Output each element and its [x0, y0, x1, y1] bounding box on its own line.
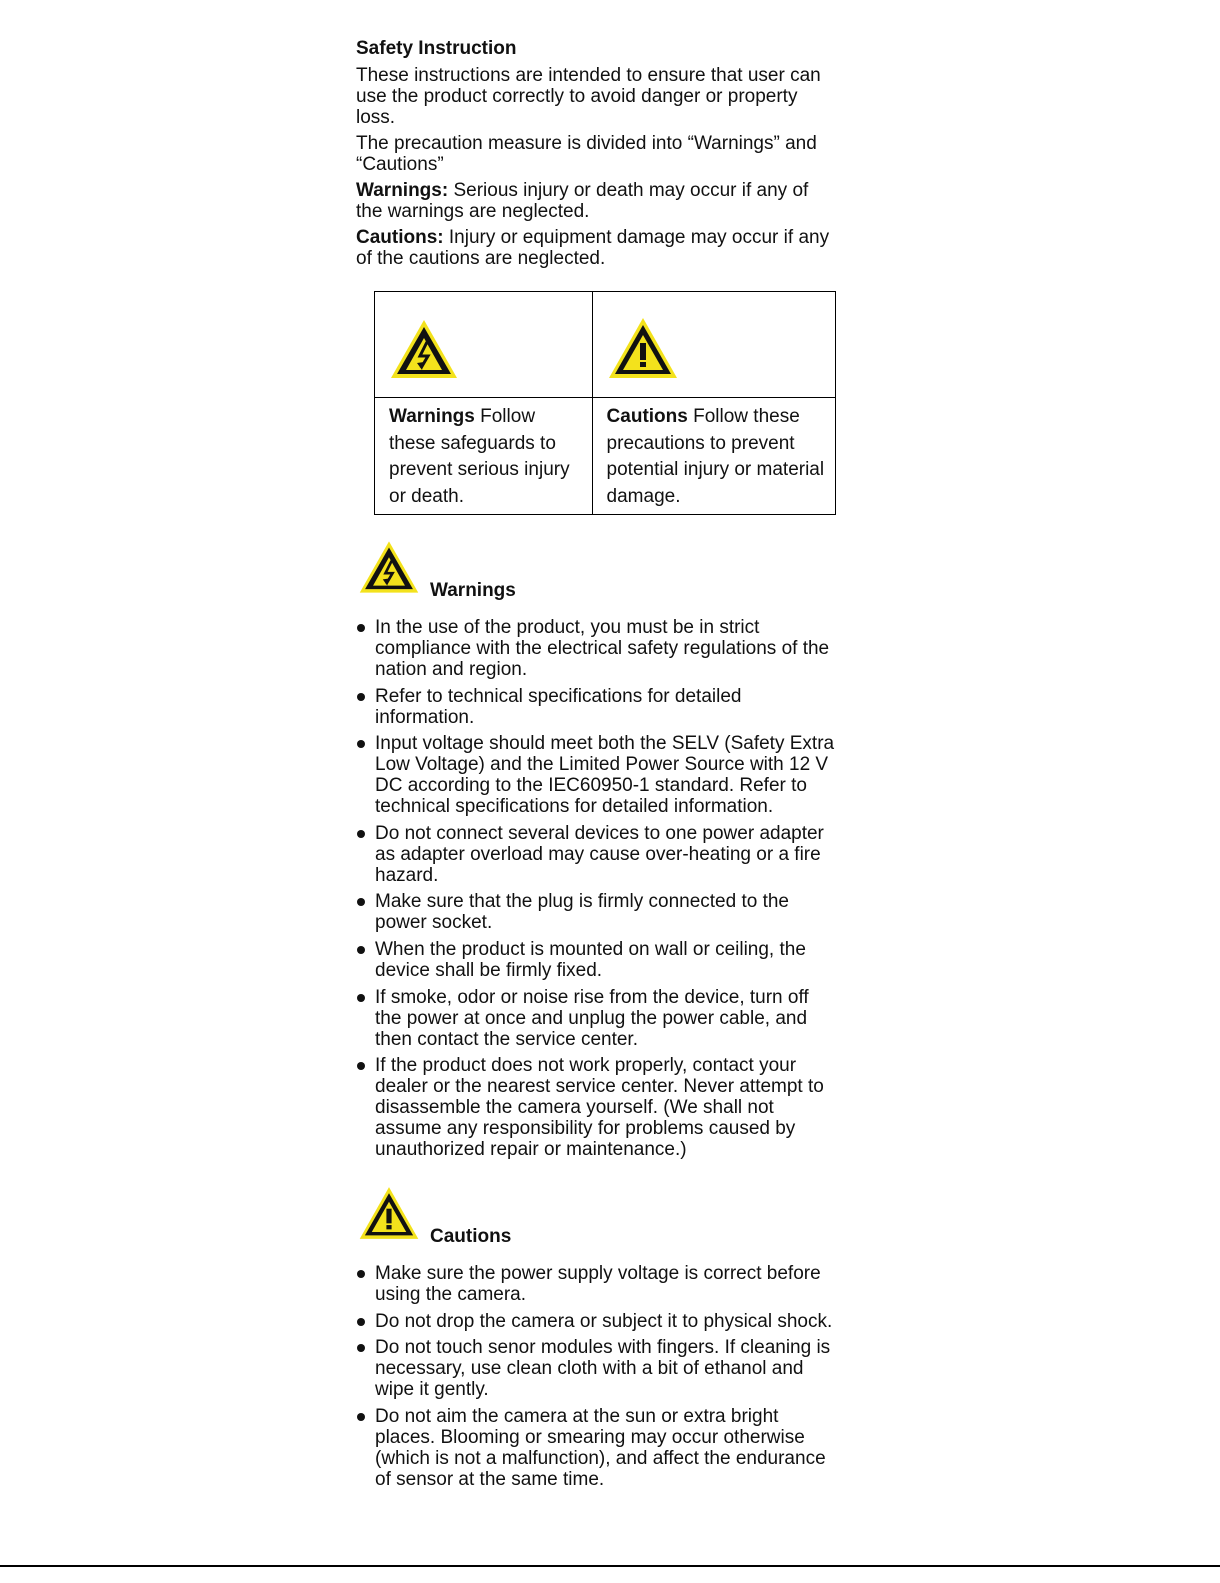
cautions-section-heading — [358, 1183, 658, 1247]
electric-hazard-icon — [389, 318, 459, 380]
cautions-cell-label: Cautions — [606, 406, 688, 427]
page-title: Safety Instruction — [356, 38, 517, 59]
safety-instruction-block — [356, 37, 838, 274]
warning-symbol-cell — [375, 292, 593, 398]
caution-exclamation-icon — [358, 1185, 420, 1241]
list-item: Refer to technical specifications for detailed information. — [356, 686, 838, 728]
list-item: If the product does not work properly, contact your dealer or the nearest service center. Never attempt to disassemble the camera yourself. (We shall not assume any responsibility for problems caused by unauthorized repair or maintenance.) — [356, 1055, 838, 1160]
cautions-heading-label: Cautions — [430, 1226, 512, 1247]
precaution-text: The precaution measure is divided into “Warnings” and “Cautions” — [356, 133, 817, 175]
intro-text: These instructions are intended to ensure that user can use the product correctly to avoid danger or property loss. — [356, 65, 821, 128]
warnings-section-heading — [358, 537, 658, 601]
list-item: When the product is mounted on wall or ceiling, the device shall be firmly fixed. — [356, 939, 838, 981]
cautions-definition — [356, 227, 838, 269]
warnings-description-cell — [375, 398, 593, 515]
cautions-list — [356, 1263, 838, 1495]
warnings-cell-text: Follow these safeguards to prevent serious injury or death. — [389, 406, 570, 507]
cautions-definition-label: Cautions: — [356, 227, 444, 248]
cautions-definition-text: Injury or equipment damage may occur if any of the cautions are neglected. — [356, 227, 830, 269]
warnings-heading-label: Warnings — [430, 580, 516, 601]
list-item: Do not connect several devices to one power adapter as adapter overload may cause over-heating or a fire hazard. — [356, 823, 838, 886]
list-item: Make sure the power supply voltage is correct before using the camera. — [356, 1263, 838, 1305]
list-item: If smoke, odor or noise rise from the device, turn off the power at once and unplug the power cable, and then contact the service center. — [356, 987, 838, 1050]
list-item: Do not aim the camera at the sun or extra bright places. Blooming or smearing may occur otherwise (which is not a malfunction), and affect the endurance of sensor at the same time. — [356, 1406, 838, 1490]
caution-symbol-cell — [592, 292, 835, 398]
list-item: Do not drop the camera or subject it to physical shock. — [356, 1311, 838, 1332]
warnings-cell-label: Warnings — [389, 406, 475, 427]
list-item: In the use of the product, you must be in strict compliance with the electrical safety regulations of the nation and region. — [356, 617, 838, 680]
list-item: Do not touch senor modules with fingers. If cleaning is necessary, use clean cloth with a bit of ethanol and wipe it gently. — [356, 1337, 838, 1400]
electric-hazard-icon — [358, 539, 420, 595]
warnings-definition — [356, 180, 838, 222]
page-bottom-rule — [0, 1565, 1220, 1567]
warnings-definition-label: Warnings: — [356, 180, 449, 201]
symbol-table — [374, 291, 836, 515]
caution-exclamation-icon — [607, 316, 679, 380]
cautions-cell-text: Follow these precautions to prevent potential injury or material damage. — [606, 406, 825, 507]
warnings-list — [356, 617, 838, 1166]
list-item: Make sure that the plug is firmly connected to the power socket. — [356, 891, 838, 933]
cautions-description-cell — [592, 398, 835, 515]
warnings-definition-text: Serious injury or death may occur if any of the warnings are neglected. — [356, 180, 809, 222]
list-item: Input voltage should meet both the SELV (Safety Extra Low Voltage) and the Limited Power Source with 12 V DC according to the IEC60950-1 standard. Refer to technical specifications for detailed information. — [356, 733, 838, 817]
